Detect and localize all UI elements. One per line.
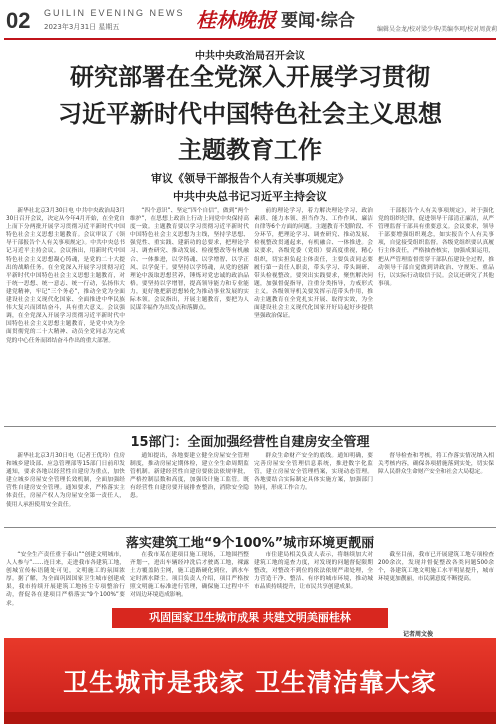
lead-column-4 xyxy=(378,207,494,422)
story3-column-4-text: 截至目前，我市已开展建筑工地专项检查200余次，发现并督促整改各类问题500余个，各建筑工地文明施工水平明显提升，城市环境更加靓丽，市民满意度不断提高。 xyxy=(378,552,494,583)
story3-title: 落实建筑工地“9个100%”城市环境更靓丽 xyxy=(125,536,375,551)
paper-logo: 桂林晚报 xyxy=(196,8,276,32)
lead-column-2-text: “四个意识”、坚定“四个自信”，做到“两个维护”，在思想上政治上行动上同党中央保持高度一致。主题教育要以学习贯彻习近平新时代中国特色社会主义思想为主线，坚持学思想、强党性、重实践、建新功的总要求，把理论学习、调查研究、推动发展、检视整改等有机融合、一体推进，以学铸魂、以学增智、以学正风、以学促干。要坚持以学铸魂，从党的创新理论中汲取思想营养，锤炼对党忠诚的政治品格。要坚持以学增智，提高领导能力和专业能力，更好地把新思想转化为推动事业发展的实际本领。会议指出，开展主题教育，要把为人民谋幸福作为出发点和落脚点。 xyxy=(130,208,249,312)
lead-headline-line-3: 主题教育工作 xyxy=(178,135,322,164)
story3-column-1-text: “安全生产责任重于泰山”“创建文明城市，人人参与”……连日来，走进我市各建筑工地，创城宣传标语随处可见，文明施工的氛围浓厚。据了解，为全面巩固国家卫生城市创建成果，我市持续开展建筑工地扬尘专项整治行动，督促各在建项目严格落实“9个100%”要求。 xyxy=(6,552,125,607)
lead-column-3 xyxy=(254,207,373,422)
story2-column-4 xyxy=(378,452,494,524)
story2-column-2-text: 通知提出，各地要建立健全房屋安全管理制度，推动房屋定期体检，建立全生命周期监管机制。新建经营性自建房要依法依规审批，严格控制层数和高度，加强设计施工监管。既有经营性自建房要开展排查整治，消除安全隐患。 xyxy=(130,453,249,500)
story3-column-2-text: 在我市某在建项目施工现场，工地围挡整齐划一，进出车辆经冲洗后才驶离工地，裸露土方覆盖防尘网，施工道路硬化到位，洒水车定时洒水降尘。项目负责人介绍，项目严格按照文明施工标准进行管理，确保施工过程中不对周边环境造成影响。 xyxy=(130,552,249,599)
story3-column-4 xyxy=(378,551,494,629)
issue-date: 2023年3月31日 星期五 xyxy=(44,23,120,31)
section-divider-1 xyxy=(4,426,496,427)
lead-column-1-text: 新华社北京3月30日电 中共中央政治局3月30日召开会议，决定从今年4月开始，在全党自上而下分两批开展学习贯彻习近平新时代中国特色社会主义思想主题教育。会议审议了《领导干部报告个人有关事项规定》。中共中央总书记习近平主持会议。会议指出，用新时代中国特色社会主义思想凝心铸魂，是党的二十大提出的战略任务。在全党深入开展学习贯彻习近平新时代中国特色社会主义思想主题教育，对于统一思想、统一意志、统一行动，弘扬伟大建党精神，牢记“三个务必”，推动全党为全面建设社会主义现代化国家、全面推进中华民族伟大复兴而团结奋斗，具有重大意义。会议强调，在全党深入开展学习贯彻习近平新时代中国特色社会主义思想主题教育，是党中央为全面贯彻党的二十大精神、动员全党同志为完成党的中心任务而团结奋斗作出的重大部署。 xyxy=(6,208,125,344)
story3-column-2 xyxy=(130,551,249,607)
lead-column-1 xyxy=(6,207,125,422)
lead-column-2 xyxy=(130,207,249,422)
story3-slogan-banner: 巩固国家卫生城市成果 共建文明美丽桂林 xyxy=(112,608,388,628)
story3-column-3-text: 市住建局相关负责人表示，将继续加大对建筑工地的巡查力度，对发现的问题督促限期整改，对整改不到位的依法依规严肃处理，全力营造干净、整洁、有序的城市环境，推动城市品质持续提升，让市民共享创建成果。 xyxy=(254,552,373,591)
footer-slogan-banner xyxy=(4,638,496,724)
story2-column-1-text: 新华社北京3月30日电（记者王优玲）住房和城乡建设部、应急管理部等15部门日前印发通知，要求各地以经营性自建房为重点，加快建立城乡房屋安全管理长效机制，全面加强经营性自建房安全管理。通知要求，严格落实主体责任，房屋产权人为房屋安全第一责任人，使用人承担使用安全责任。 xyxy=(6,453,125,508)
section-divider-2 xyxy=(4,527,496,528)
page-number: 02 xyxy=(6,8,31,33)
story2-title: 15部门：全面加强经营性自建房安全管理 xyxy=(130,435,370,450)
lead-headline-line-2: 习近平新时代中国特色社会主义思想 xyxy=(58,99,442,128)
lead-subhead-2: 中共中央总书记习近平主持会议 xyxy=(173,190,327,203)
story3-column-1 xyxy=(6,551,125,607)
section-name: 要闻·综合 xyxy=(281,11,355,31)
footer-banner-stripe xyxy=(4,712,496,724)
lead-column-3-text: 前的理论学习，着力解决理论学习、政治素质、能力本领、担当作为、工作作风、廉洁自律等6个方面的问题。主题教育不划阶段、不分环节，把理论学习、调查研究、推动发展、检视整改贯通起来，有机融合、一体推进。会议要求，各级党委（党组）要高度重视，精心组织，切实担负起主体责任，主要负责同志要履行第一责任人职责，带头学习、带头调研、带头检视整改。要突出实践要求，聚焦解决问题，加强督促指导，注重分类指导，力戒形式主义。各级领导机关要发挥示范带头作用，推动主题教育在全党扎实开展、取得实效，为全面建设社会主义现代化国家开好局起好步提供坚强政治保证。 xyxy=(254,208,373,320)
footer-slogan-text: 卫生城市是我家 卫生清洁靠大家 xyxy=(63,668,437,697)
lead-headline-line-1: 研究部署在全党深入开展学习贯彻 xyxy=(70,62,430,91)
story2-column-3 xyxy=(254,452,373,524)
paper-english-name: GUILIN EVENING NEWS xyxy=(44,8,185,18)
story3-column-3 xyxy=(254,551,373,607)
page-header xyxy=(0,0,500,40)
lead-kicker: 中共中央政治局召开会议 xyxy=(195,51,305,62)
story2-column-2 xyxy=(130,452,249,524)
story2-column-3-text: 群众生命财产安全的底线。通知明确，要完善房屋安全管理信息系统，推进数字化监管，建立房屋安全管理档案，实现动态管理。各地要结合实际制定具体实施方案，加强部门协同，形成工作合力。 xyxy=(254,453,373,492)
lead-subhead-1: 审议《领导干部报告个人有关事项规定》 xyxy=(151,172,349,185)
story2-column-1 xyxy=(6,452,125,524)
story2-column-4-text: 督导检查和考核，将工作落实情况纳入相关考核内容，确保各项措施落到实处，切实保障人民群众生命财产安全和社会大局稳定。 xyxy=(378,453,494,476)
editor-credits: 编辑吴金龙/校对梁少华/美编李珂/校对周黄莉 xyxy=(377,26,498,33)
lead-column-4-text: 干部报告个人有关事项规定》，对于强化党的组织纪律，促进领导干部清正廉洁，从严管理监督干部具有重要意义。会议要求，领导干部要增强组织观念，如实报告个人有关事项，自觉接受组织监督。各级党组织要认真履行主体责任，严格抽查核实，加强成果运用，把从严管理监督贯穿干部队伍建设全过程，推动领导干部自觉做到讲政治、守规矩、重品行，以实际行动取信于民。会议还研究了其他事项。 xyxy=(378,208,494,287)
header-rule xyxy=(4,38,496,40)
story3-reporter: 记者周文俊 xyxy=(403,631,434,638)
